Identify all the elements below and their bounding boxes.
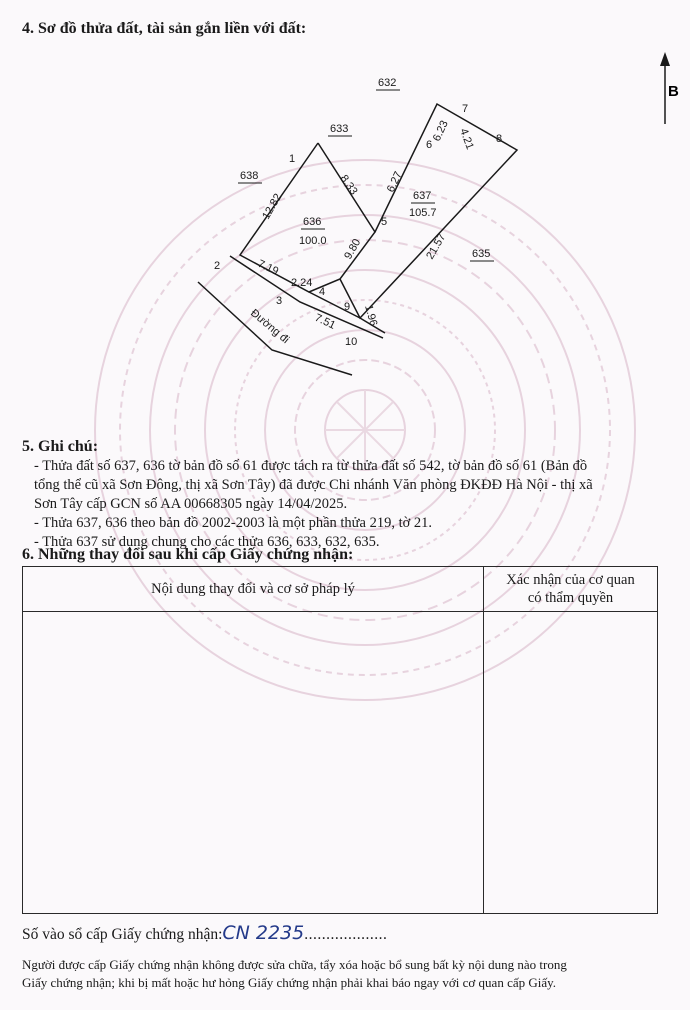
registration-dots: ................... [304,926,388,943]
note-line: Sơn Tây cấp GCN số AA 00668305 ngày 14/04/2025. [34,496,348,512]
warning-line: Người được cấp Giấy chứng nhận không được sửa chữa, tẩy xóa hoặc bổ sung bất kỳ nội dung nào trong [22,957,567,972]
point-10: 10 [345,336,358,348]
parcel-637-area: 105.7 [409,207,437,219]
registration-number: CN 2235 [222,922,305,944]
section-4-title: 4. Sơ đồ thửa đất, tài sản gắn liền với đất: [22,20,307,37]
distance-2-3: 7.19 [255,257,281,278]
note-line: tổng thể cũ xã Sơn Đông, thị xã Sơn Tây) đã được Chi nhánh Văn phòng ĐKĐĐ Hà Nội - thị xã [34,477,593,493]
column-header-changes: Nội dung thay đổi và cơ sở pháp lý [23,567,484,612]
parcel-636-label: 636 [303,216,322,228]
point-5: 5 [381,216,388,228]
point-6: 6 [426,139,433,151]
column-header-confirmation [484,567,658,612]
distance-8-9: 21.57 [424,231,449,262]
compass-label: B [668,83,679,100]
distance-1-2: 12.82 [260,191,285,222]
distance-4-5: 9.80 [342,236,364,262]
distance-3-10: 7.51 [312,311,338,332]
parcel-637-label: 637 [413,190,432,202]
distance-7-8: 4.21 [457,126,476,152]
point-4: 4 [319,286,326,298]
changes-table [22,566,658,914]
note-line: - Thửa 637 sử dụng chung cho các thửa 636, 633, 632, 635. [34,534,380,550]
point-3: 3 [276,295,283,307]
registration-line [22,922,387,944]
note-line: - Thửa 637, 636 theo bản đồ 2002-2003 là một phần thửa 219, tờ 21. [34,515,433,531]
column-header-confirmation-line1: Xác nhận của cơ quan [506,572,635,588]
note-line: - Thửa đất số 637, 636 tờ bản đồ số 61 được tách ra từ thửa đất số 542, tờ bản đồ số 61 (Bản đồ [34,458,588,474]
parcel-632-label: 632 [378,77,397,89]
column-header-confirmation-line2: có thẩm quyền [527,590,614,606]
parcel-diagram [0,40,690,440]
warning-text [22,956,662,992]
point-2: 2 [214,260,221,272]
point-7: 7 [462,103,469,115]
confirmation-cell [484,612,658,914]
distance-3-4: 2.24 [291,277,313,289]
registration-label: Số vào sổ cấp Giấy chứng nhận: [22,926,223,943]
point-1: 1 [289,153,296,165]
notes-block [22,457,662,552]
road-label: Đường đi [248,307,292,347]
distance-1-5: 8.33 [337,172,360,198]
parcel-633-label: 633 [330,123,349,135]
parcel-636-area: 100.0 [299,235,327,247]
road-edge-upper [230,256,383,338]
point-8: 8 [496,133,503,145]
parcel-635-label: 635 [472,248,491,260]
warning-line: Giấy chứng nhận; khi bị mất hoặc hư hỏng Giấy chứng nhận phải khai báo ngay với cơ quan cấp Giấy. [22,975,557,990]
section-5-title: 5. Ghi chú: [22,438,99,455]
distance-6-7: 6.23 [430,118,451,144]
section-6-title: 6. Những thay đổi sau khi cấp Giấy chứng nhận: [22,546,354,563]
parcel-638-label: 638 [240,170,259,182]
distance-9-10: 1.96 [362,303,380,328]
point-9: 9 [344,301,351,313]
changes-content-cell [23,612,484,914]
distance-5-6: 6.27 [384,169,405,195]
